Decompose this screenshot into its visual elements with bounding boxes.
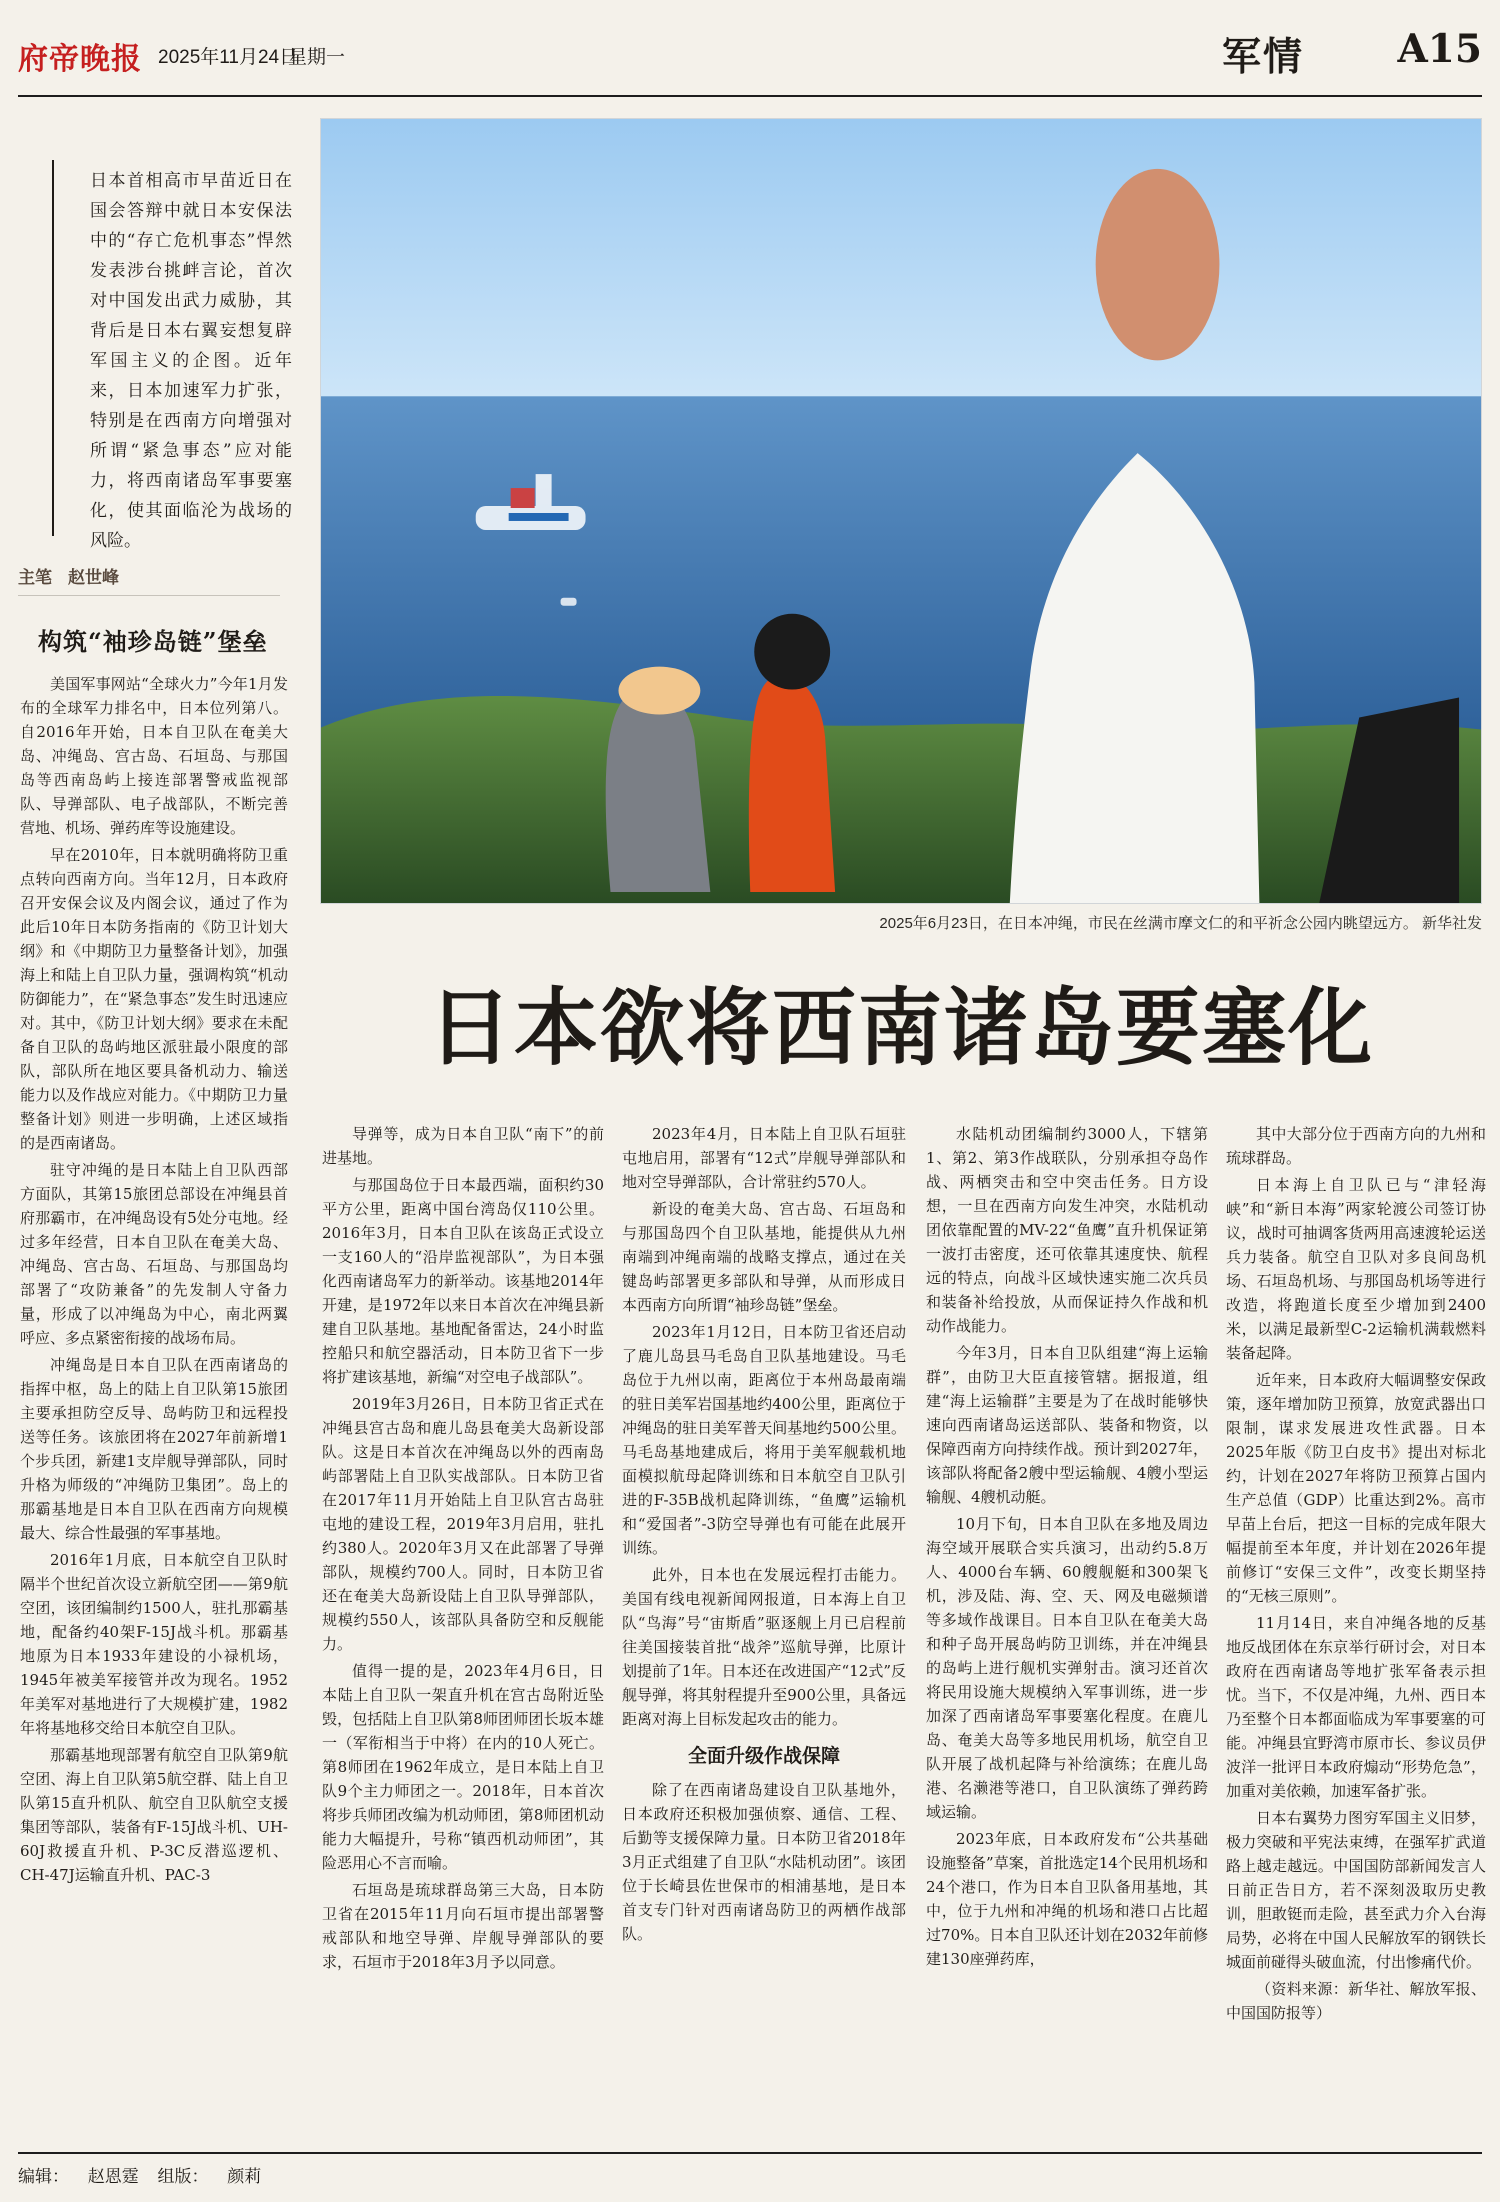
page-footer (18, 2162, 275, 2187)
column-one (20, 672, 288, 2092)
column-four (926, 1122, 1208, 2088)
top-rule (18, 95, 1482, 97)
brand-logo: 府帝晚报 (18, 42, 142, 77)
paragraph: 今年3月，日本自卫队组建“海上运输群”，由防卫大臣直接管辖。据报道，组建“海上运输群”主要是为了在战时能够快速向西南诸岛运送部队、装备和物资，以保障西南方向持续作战。预计到2027年，该部队将配备2艘中型运输舰、4艘小型运输舰、4艘机动艇。 (926, 1344, 1208, 1506)
paragraph: 导弹等，成为日本自卫队“南下”的前进基地。 (322, 1125, 604, 1167)
editor-label: 主笔 (18, 568, 52, 588)
paragraph: 2016年1月底，日本航空自卫队时隔半个世纪首次设立新航空团——第9航空团，该团编制约1500人，驻扎那霸基地，配备约40架F-15J战斗机。那霸基地原为日本1933年建设的小禄机场，1945年被美军接管并改为现名。1952年美军对基地进行了大规模扩建，1982年将基地移交给日本航空自卫队。 (20, 1551, 288, 1737)
editor-line (18, 556, 280, 596)
issue-date: 2025年11月24日 (158, 47, 299, 68)
paragraph: 日本海上自卫队已与“津轻海峡”和“新日本海”两家轮渡公司签订协议，战时可抽调客货两用高速渡轮运送兵力装备。航空自卫队对多良间岛机场、石垣岛机场、与那国岛机场等进行改造，将跑道长度至少增加到2400米，以满足最新型C-2运输机满载燃料装备起降。 (1226, 1176, 1486, 1362)
main-headline: 日本欲将西南诸岛要塞化 (427, 978, 1374, 1077)
source-note: （资料来源：新华社、解放军报、中国国防报等） (1226, 1980, 1486, 2022)
photo-caption: 2025年6月23日，在日本冲绳，市民在丝满市摩文仁的和平祈念公园内眺望远方。 新华社发 (879, 915, 1482, 932)
page-number: A15 (1397, 26, 1482, 72)
paragraph: 与那国岛位于日本最西端，面积约30平方公里，距离中国台湾岛仅110公里。2016年3月，日本自卫队在该岛正式设立一支160人的“沿岸监视部队”，为日本强化西南诸岛军力的新举动。该基地2014年开建，是1972年以来日本首次在冲绳县新建自卫队基地。基地配备雷达，24小时监控船只和航空器活动，日本防卫省下一步将扩建该基地，新编“对空电子战部队”。 (322, 1176, 604, 1386)
paragraph: 新设的奄美大岛、宫古岛、石垣岛和与那国岛四个自卫队基地，能提供从九州南端到冲绳南端的战略支撑点，通过在关键岛屿部署更多部队和导弹，从而形成日本西南方向所谓“袖珍岛链”堡垒。 (622, 1200, 906, 1314)
paragraph: 驻守冲绳的是日本陆上自卫队西部方面队，其第15旅团总部设在冲绳县首府那霸市，在冲绳岛设有5处分屯地。经过多年经营，日本自卫队在奄美大岛、冲绳岛、宫古岛、石垣岛、与那国岛均部署了“攻防兼备”的先发制人守备力量，形成了以冲绳岛为中心，南北两翼呼应、多点紧密衔接的战场布局。 (20, 1161, 288, 1347)
footer-layout-label: 组版： (157, 2167, 209, 2186)
footer-layout-name: 颜莉 (227, 2167, 262, 2186)
paragraph: 日本右翼势力图穷军国主义旧梦，极力突破和平宪法束缚，在强军扩武道路上越走越远。中国国防部新闻发言人日前正告日方，若不深刻汲取历史教训，胆敢铤而走险，甚至武力介入台海局势，必将在中国人民解放军的钢铁长城面前碰得头破血流，付出惨痛代价。 (1226, 1809, 1486, 1971)
section-heading: 全面升级作战保障 (687, 1745, 840, 1767)
subhead: 构筑“袖珍岛链”堡垒 (38, 627, 268, 656)
paragraph: 早在2010年，日本就明确将防卫重点转向西南方向。当年12月，日本政府召开安保会议及内阁会议，通过了作为此后10年日本防务指南的《防卫计划大纲》和《中期防卫力量整备计划》，加强海上和陆上自卫队力量，强调构筑“机动防御能力”，在“紧急事态”发生时迅速应对。其中，《防卫计划大纲》要求在未配备自卫队的岛屿地区派驻最小限度的部队，部队所在地区要具备机动力、输送能力以及作战应对能力。《中期防卫力量整备计划》则进一步明确，上述区域指的是西南诸岛。 (20, 846, 288, 1152)
coastal-scene-illustration (321, 119, 1481, 903)
footer-editor-label: 编辑： (18, 2167, 69, 2186)
paragraph: 2023年底，日本政府发布“公共基础设施整备”草案，首批选定14个民用机场和24个港口，作为日本自卫队备用基地，其中，位于九州和冲绳的机场和港口占比超过70%。日本自卫队还计划在2032年前修建130座弹药库， (926, 1830, 1208, 1968)
lead-summary: 日本首相高市早苗近日在国会答辩中就日本安保法中的“存亡危机事态”悍然发表涉台挑衅言论，首次对中国发出武力威胁，其背后是日本右翼妄想复辟军国主义的企图。近年来，日本加速军力扩张，特别是在西南方向增强对所谓“紧急事态”应对能力，将西南诸岛军事要塞化，使其面临沦为战场的风险。 (52, 160, 296, 536)
paragraph: 2023年1月12日，日本防卫省还启动了鹿儿岛县马毛岛自卫队基地建设。马毛岛位于九州以南，距离位于本州岛最南端的驻日美军岩国基地约400公里，距离位于冲绳岛的驻日美军普天间基地约500公里。马毛岛基地建成后，将用于美军舰载机地面模拟航母起降训练和日本航空自卫队引进的F-35B战机起降训练，“鱼鹰”运输机和“爱国者”-3防空导弹也有可能在此展开训练。 (622, 1323, 906, 1557)
column-two (322, 1122, 604, 2088)
paragraph: 此外，日本也在发展远程打击能力。美国有线电视新闻网报道，日本海上自卫队“鸟海”号“宙斯盾”驱逐舰上月已启程前往美国接装首批“战斧”巡航导弹，比原计划提前了1年。日本还在改进国产“12式”反舰导弹，将其射程提升至900公里，具备远距离对海上目标发起攻击的能力。 (622, 1566, 906, 1728)
paragraph: 10月下旬，日本自卫队在多地及周边海空域开展联合实兵演习，出动约5.8万人、4000台车辆、60艘舰艇和300架飞机，涉及陆、海、空、天、网及电磁频谱等多域作战课目。日本自卫队在奄美大岛和种子岛开展岛屿防卫训练，并在冲绳县的岛屿上进行舰机实弹射击。演习还首次将民用设施大规模纳入军事训练，进一步加深了西南诸岛军事要塞化程度。在鹿儿岛、奄美大岛等多地民用机场，航空自卫队开展了战机起降与补给演练；在鹿儿岛港、名濑港等港口，自卫队演练了弹药跨域运输。 (926, 1515, 1208, 1821)
paragraph: 除了在西南诸岛建设自卫队基地外，日本政府还积极加强侦察、通信、工程、后勤等支援保障力量。日本防卫省2018年3月正式组建了自卫队“水陆机动团”。该团位于长崎县佐世保市的相浦基地，是日本首支专门针对西南诸岛防卫的两栖作战部队。 (622, 1781, 906, 1943)
article-photo (320, 118, 1482, 904)
editor-name: 赵世峰 (68, 568, 119, 588)
masthead (18, 22, 1482, 80)
column-three (622, 1122, 906, 2088)
paragraph: 其中大部分位于西南方向的九州和琉球群岛。 (1226, 1125, 1486, 1167)
paragraph: 石垣岛是琉球群岛第三大岛，日本防卫省在2015年11月向石垣市提出部署警戒部队和地空导弹、岸舰导弹部队的要求，石垣市于2018年3月予以同意。 (322, 1881, 604, 1971)
paragraph: 2019年3月26日，日本防卫省正式在冲绳县宫古岛和鹿儿岛县奄美大岛新设部队。这是日本首次在冲绳岛以外的西南岛屿部署陆上自卫队实战部队。日本防卫省在2017年11月开始陆上自卫队宫古岛驻屯地的建设工程，2019年3月启用，驻扎约380人。2020年3月又在此部署了导弹部队，规模约700人。同时，日本防卫省还在奄美大岛新设陆上自卫队导弹部队，规模约550人，该部队具备防空和反舰能力。 (322, 1395, 604, 1653)
paragraph: 水陆机动团编制约3000人，下辖第1、第2、第3作战联队，分别承担夺岛作战、两栖突击和空中突击任务。日方设想，一旦在西南方向发生冲突，水陆机动团依靠配置的MV-22“鱼鹰”直升机保证第一波打击密度，还可依靠其速度快、航程远的特点，向战斗区域快速实施二次兵员和装备补给投放，从而保证持久作战和机动作战能力。 (926, 1125, 1208, 1335)
paragraph: 值得一提的是，2023年4月6日，日本陆上自卫队一架直升机在宫古岛附近坠毁，包括陆上自卫队第8师团师团长坂本雄一（军衔相当于中将）在内的10人死亡。第8师团在1962年成立，是日本陆上自卫队9个主力师团之一。2018年，日本首次将步兵师团改编为机动师团，第8师团机动能力大幅提升，号称“镇西机动师团”，其险恶用心不言而喻。 (322, 1662, 604, 1872)
paragraph: 那霸基地现部署有航空自卫队第9航空团、海上自卫队第5航空群、陆上自卫队第15直升机队、航空自卫队航空支援集团等部队，装备有F-15J战斗机、UH-60J救援直升机、P-3C反潜巡逻机、CH-47J运输直升机、PAC-3 (20, 1746, 288, 1884)
paragraph: 近年来，日本政府大幅调整安保政策，逐年增加防卫预算，放宽武器出口限制，谋求发展进攻性武器。日本2025年版《防卫白皮书》提出对标北约，计划在2027年将防卫预算占国内生产总值（GDP）比重达到2%。高市早苗上台后，把这一目标的完成年限大幅提前至本年度，并计划在2026年提前修订“安保三文件”，改变长期坚持的“无核三原则”。 (1226, 1371, 1486, 1605)
paragraph: 2023年4月，日本陆上自卫队石垣驻屯地启用，部署有“12式”岸舰导弹部队和地对空导弹部队，合计常驻约570人。 (622, 1125, 906, 1191)
paragraph: 11月14日，来自冲绳各地的反基地反战团体在东京举行研讨会，对日本政府在西南诸岛等地扩张军备表示担忧。当下，不仅是冲绳，九州、西日本乃至整个日本都面临成为军事要塞的可能。冲绳县宜野湾市原市长、参议员伊波洋一批评日本政府煽动“形势危急”，加重对美依赖，加速军备扩张。 (1226, 1614, 1486, 1800)
column-five (1226, 1122, 1486, 2088)
issue-weekday: 星期一 (288, 47, 346, 68)
section-label: 军情 (1221, 34, 1304, 80)
paragraph: 美国军事网站“全球火力”今年1月发布的全球军力排名中，日本位列第八。自2016年开始，日本自卫队在奄美大岛、冲绳岛、宫古岛、石垣岛、与那国岛等西南岛屿上接连部署警戒监视部队、导弹部队、电子战部队，不断完善营地、机场、弹药库等设施建设。 (20, 675, 288, 837)
bottom-rule (18, 2152, 1482, 2154)
paragraph: 冲绳岛是日本自卫队在西南诸岛的指挥中枢，岛上的陆上自卫队第15旅团主要承担防空反导、岛屿防卫和远程投送等任务。该旅团将在2027年前新增1个步兵团，新建1支岸舰导弹部队，同时升格为师级的“冲绳防卫集团”。岛上的那霸基地是日本自卫队在西南方向规模最大、综合性最强的军事基地。 (20, 1356, 288, 1542)
footer-editor-name: 赵恩霆 (87, 2167, 139, 2186)
